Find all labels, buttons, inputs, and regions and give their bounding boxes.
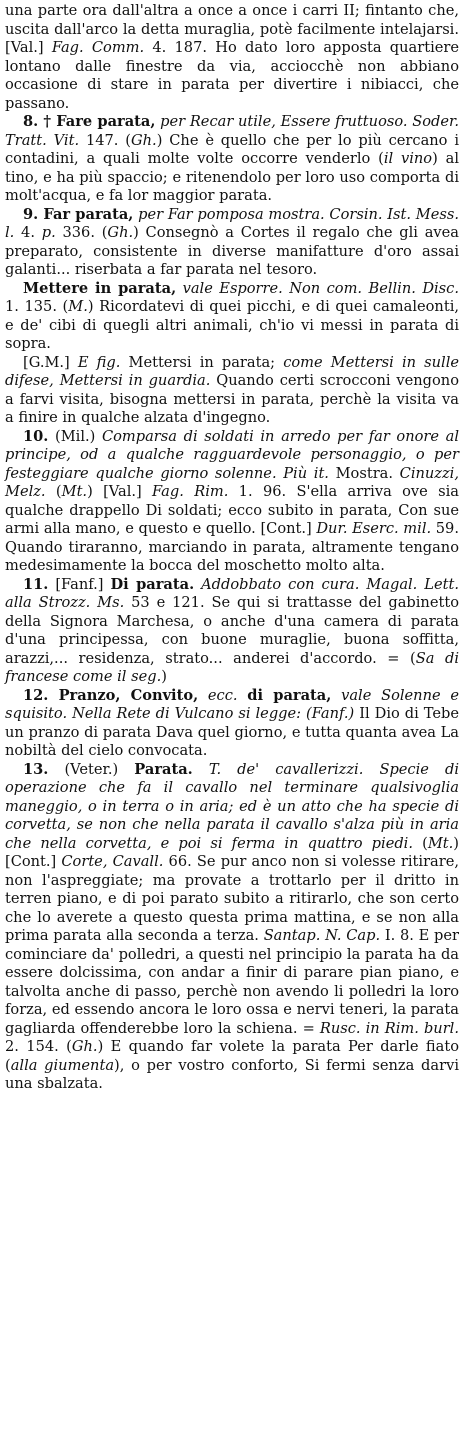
italic-text: come Mettersi in sulle difese, Mettersi in guardia.	[5, 353, 460, 389]
body-text: (	[412, 834, 428, 852]
body-text: ) [Cont.]	[5, 834, 459, 870]
italic-text: Gh.	[131, 131, 157, 149]
italic-text: Cinuzzi, Melz.	[5, 464, 459, 500]
italic-text: Mt.	[427, 834, 454, 852]
body-text: ), o per vostro conforto, Si fermi senza darvi una sbalzata.	[5, 1056, 459, 1092]
body-text: Quando certi scrocconi vengono a farvi visita, bisogna mettersi in parata, perchè la visita va a finire in qualche alzata d'ingegno.	[5, 372, 459, 426]
body-text: ) al tino, e ha più spaccio; e ritenendolo per loro uso comporta di molt'acqua, e fa lor maggior parata.	[5, 150, 459, 204]
italic-text: T. de' cavallerizzi. Specie di operazione che fa il cavallo nel terminare qualsivoglia maneggio, o in terra o in aria; ed è un atto che ha specie di corvetta, se non che nella parata il cavallo s'alza più in aria che nella corvetta, e poi si ferma in quattro piedi.	[5, 760, 459, 852]
entry-paragraph	[5, 354, 459, 428]
entry-heading: Mettere in parata,	[23, 279, 177, 297]
body-text: (Mil.)	[48, 427, 102, 445]
italic-text: Dur. Eserc. mil.	[316, 520, 432, 537]
entry-heading: 11.	[23, 575, 49, 593]
entry-paragraph	[5, 113, 459, 206]
italic-text: Corte, Cavall.	[61, 853, 164, 870]
body-text: una parte ora dall'altra a once a once i carri	[5, 2, 344, 19]
body-text: )	[161, 668, 167, 685]
body-text: I. 8. E per cominciare da' polledri, a questi nel principio la parata ha da essere dolcissima, con andar a finir di parare pian piano, e talvolta anche di passo, perchè non avendo li polledri la loro forza, ed essendo ancora le loro ossa e nervi teneri, la parata gagliarda offenderebbe loro la schiena. =	[5, 927, 459, 1037]
body-text: ) Consegnò a Cortes il regalo che gli avea preparato, consistente in diverse manifatture d'oro assai galanti... riserbata a far parata nel tesoro.	[5, 224, 460, 278]
body-text: 147. (	[79, 131, 131, 149]
italic-text: Comparsa di soldati in arredo per far onore al principe, od a qualche ragguardevole personaggio, o per festeggiare qualche giorno solenne. Più it.	[5, 427, 460, 482]
entry-heading: 8. † Fare parata,	[23, 113, 156, 130]
entry-heading: Di parata.	[110, 575, 195, 593]
italic-text: per Recar utile, Essere fruttuoso. Soder. Tratt. Vit.	[5, 113, 459, 149]
body-text: (Veter.)	[48, 760, 135, 778]
body-text: [G.M.]	[23, 353, 78, 371]
body-text: 2. 154. (	[5, 1038, 72, 1055]
body-text: Mettersi in parata;	[120, 353, 284, 371]
italic-text: alla giumenta	[10, 1056, 115, 1074]
body-text: [Fanf.]	[48, 575, 111, 593]
italic-text: M.	[68, 298, 88, 315]
italic-text: Fag. Comm.	[51, 39, 145, 56]
italic-text: Sa di francese come il seg.	[5, 649, 459, 685]
body-text: ) [Val.]	[87, 483, 153, 500]
entry-heading: 9. Far parata,	[23, 205, 134, 223]
italic-text: Fag. Rim.	[152, 483, 229, 500]
body-text: ; fintanto che, uscita dall'arco la detta muraglia, potè facilmente intelajarsi. [Val.]	[5, 2, 459, 56]
entry-paragraph	[5, 2, 459, 113]
italic-text: p.	[41, 224, 56, 241]
italic-text: vale Solenne e squisito. Nella Rete di Vulcano si legge: (Fanf.)	[5, 686, 459, 722]
body-text: 1. 135. (	[5, 298, 69, 315]
body-text: 59. Quando tiraranno, marciando in parata, altramente tengano medesimamente la bocca del moschetto molto alta.	[5, 520, 459, 574]
italic-text: il vino	[383, 150, 433, 167]
italic-text: Mt.	[61, 483, 88, 500]
body-text: 336. (	[55, 224, 108, 241]
entry-heading: Parata.	[134, 760, 193, 778]
body-text: 4. 187. Ho dato loro apposta quartiere lontano dalle finestre da via, acciocchè non abbiano occasione di stare in parata per divertire i nibiacci, che passano.	[5, 39, 459, 112]
body-text: 4.	[14, 224, 42, 241]
entry-paragraph	[5, 206, 459, 280]
entry-heading: 12. Pranzo, Convito,	[23, 686, 199, 704]
entry-paragraph	[5, 576, 459, 687]
body-text: 66. Se pur anco non si volesse ritirare, non l'aspreggiate; ma provate a trottarlo per il dritto in terren piano, e di poi parato subito a ritirarlo, che son certo che lo averete a questo questa prima mattina, e se non alla prima parata alla seconda a terza.	[5, 853, 459, 944]
entry-paragraph	[5, 280, 459, 354]
body-text: 53 e 121. Se qui si trattasse del gabinetto della Signora Marchesa, o anche d'una camera di parata d'una principessa, con buone muraglie, buona soffitta, arazzi,... residenza, strato... anderei d'accordo. = (	[5, 594, 459, 667]
body-text: Mostra.	[328, 464, 400, 482]
body-text: ) Ricordatevi di quei picchi, e di quei camaleonti, e de' cibi di quegli altri animali, ch'io vi messi in parata di sopra.	[5, 298, 460, 352]
body-text: ) Che è quello che per lo più cercano i contadini, a quali molte volte occorre venderlo (	[5, 131, 459, 167]
body-text: II	[343, 2, 355, 19]
entry-heading: 10.	[23, 427, 49, 445]
body-text: (	[45, 483, 62, 500]
body-text: Il Dio di Tebe un pranzo di parata Dava quel giorno, e tutta quanta avea La nobiltà del cielo convocata.	[5, 705, 459, 759]
italic-text: per Far pomposa mostra. Corsin. Ist. Mess. l.	[5, 205, 459, 241]
entry-paragraph	[5, 428, 459, 576]
italic-text: E fig.	[77, 353, 121, 371]
italic-text: vale Esporre. Non com. Bellin. Disc.	[176, 279, 459, 297]
entry-heading: 13.	[23, 760, 49, 778]
italic-text: Gh.	[71, 1038, 98, 1055]
body-text: 1. 96. S'ella arriva ove sia qualche drappello Di soldati; ecco subito in parata, Con sue armi alla mano, e questo e quello. [Cont.]	[5, 483, 459, 537]
italic-text: Santap. N. Cap.	[263, 927, 381, 944]
body-text: ) E quando far volete la parata Per darle fiato (	[5, 1038, 459, 1074]
entry-paragraph	[5, 761, 459, 1094]
entry-paragraph	[5, 687, 459, 761]
italic-text: Addobbato con cura. Magal. Lett. alla Strozz. Ms.	[5, 575, 459, 611]
italic-text: Rusc. in Rim. burl.	[319, 1019, 459, 1037]
entry-heading: di parata,	[247, 686, 332, 704]
italic-text: Gh.	[107, 224, 134, 241]
italic-text: ecc.	[198, 686, 248, 704]
